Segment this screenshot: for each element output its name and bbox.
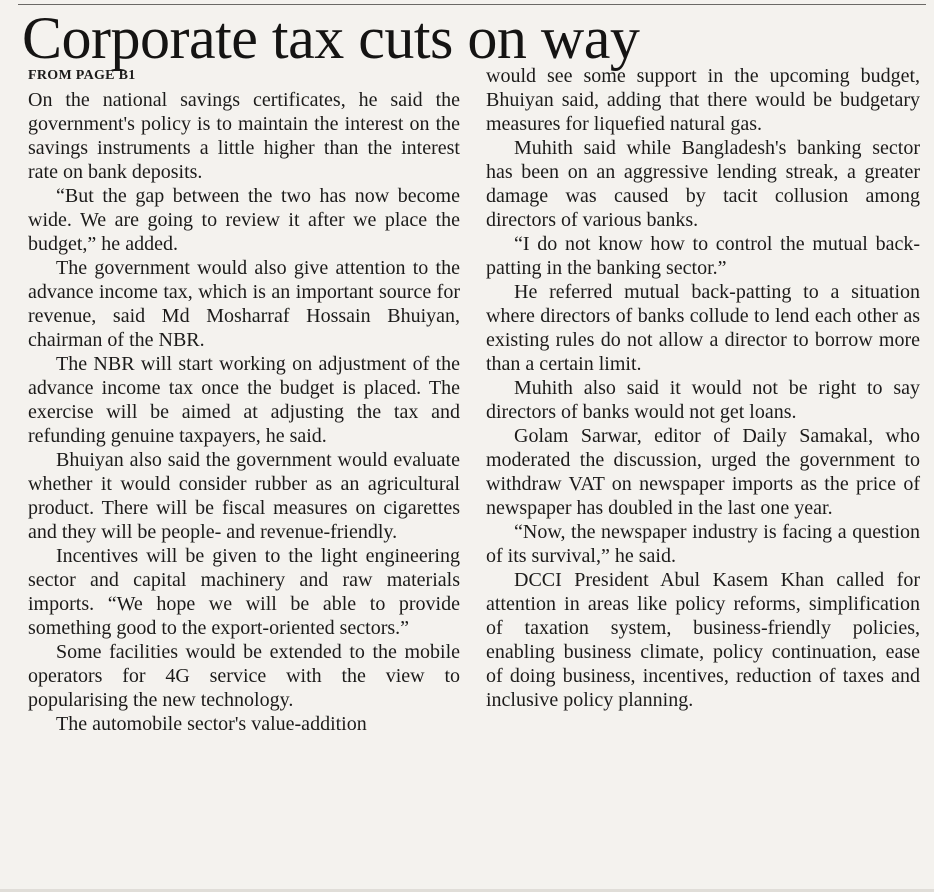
paragraph: On the national savings certificates, he said the government's policy is to maintain the interest on the savings instruments a little higher than the interest rate on bank deposits. bbox=[28, 89, 460, 183]
paragraph: The NBR will start working on adjustment of the advance income tax once the budget is placed. The exercise will be aimed at adjusting the tax and refunding genuine taxpayers, he said. bbox=[28, 353, 460, 447]
paragraph: Some facilities would be extended to the mobile operators for 4G service with the view to popularising the new technology. bbox=[28, 641, 460, 711]
right-column bbox=[486, 64, 920, 712]
paragraph: Muhith said while Bangladesh's banking sector has been on an aggressive lending streak, a greater damage was caused by tacit collusion among directors of various banks. bbox=[486, 137, 920, 231]
paragraph: “I do not know how to control the mutual back-patting in the banking sector.” bbox=[486, 233, 920, 279]
paragraph: He referred mutual back-patting to a situation where directors of banks collude to lend each other as existing rules do not allow a director to borrow more than a certain limit. bbox=[486, 281, 920, 375]
paragraph: “But the gap between the two has now become wide. We are going to review it after we place the budget,” he added. bbox=[28, 185, 460, 255]
left-column bbox=[28, 64, 460, 736]
paragraph: The automobile sector's value-addition bbox=[56, 713, 367, 735]
paragraph: would see some support in the upcoming budget, Bhuiyan said, adding that there would be budgetary measures for liquefied natural gas. bbox=[486, 65, 920, 135]
paragraph: The government would also give attention to the advance income tax, which is an important source for revenue, said Md Mosharraf Hossain Bhuiyan, chairman of the NBR. bbox=[28, 257, 460, 351]
paragraph: Bhuiyan also said the government would evaluate whether it would consider rubber as an agricultural product. There will be fiscal measures on cigarettes and they will be people- and revenue-friendly. bbox=[28, 449, 460, 543]
paragraph: DCCI President Abul Kasem Khan called for attention in areas like policy reforms, simplification of taxation system, business-friendly policies, enabling business climate, policy continuation, ease of doing business, incentives, reduction of taxes and inclusive policy planning. bbox=[486, 569, 920, 711]
paragraph: Golam Sarwar, editor of Daily Samakal, who moderated the discussion, urged the government to withdraw VAT on newspaper imports as the price of newspaper has doubled in the last one year. bbox=[486, 425, 920, 519]
paragraph: “Now, the newspaper industry is facing a question of its survival,” he said. bbox=[486, 521, 920, 567]
headline: Corporate tax cuts on way bbox=[22, 5, 640, 71]
paragraph: Muhith also said it would not be right to say directors of banks would not get loans. bbox=[486, 377, 920, 423]
paragraph: Incentives will be given to the light engineering sector and capital machinery and raw materials imports. “We hope we will be able to provide something good to the export-oriented sectors.” bbox=[28, 545, 460, 639]
continuation-kicker: FROM PAGE B1 bbox=[28, 68, 136, 83]
